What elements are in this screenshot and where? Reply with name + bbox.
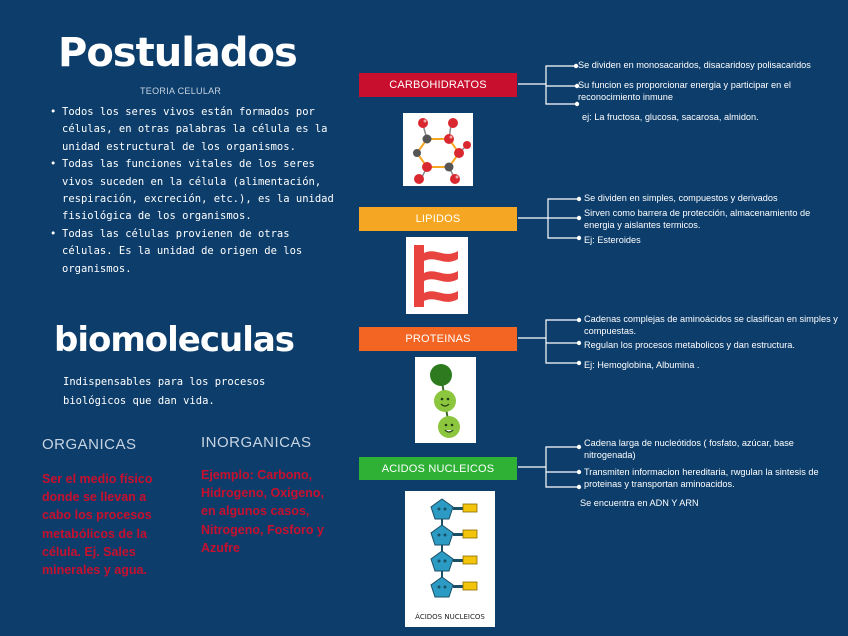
connector-dot [577, 445, 581, 449]
postulado-item: • Todos los seres vivos están formados por células, en otras palabras la célula es la unidad estructural de los organismos. [48, 104, 338, 156]
acidos-nucleicos-caption: ÁCIDOS NUCLEICOS [415, 613, 485, 621]
acidos-nucleicos-label: ACIDOS NUCLEICOS [381, 462, 495, 475]
carbohidratos-note-2: Su funcion es proporcionar energia y participar en el reconocimiento inmune [578, 80, 791, 102]
protein-chain-icon [415, 357, 476, 443]
biomoleculas-title: biomoleculas [54, 320, 295, 360]
connector-dot [577, 485, 581, 489]
postulado-item: • Todas las células provienen de otras células. Es la unidad de origen de los organismos. [48, 226, 338, 278]
connector-acidos [518, 447, 578, 487]
connector-dot [577, 361, 581, 365]
proteina-image [415, 357, 476, 443]
proteinas-note-3: Ej: Hemoglobina, Albumina . [584, 360, 700, 370]
proteinas-box [359, 327, 517, 351]
acidos-note-1: Cadena larga de nucleótidos ( fosfato, azúcar, base nitrogenada) [584, 438, 794, 460]
carbohidratos-note-1: Se dividen en monosacaridos, disacaridosy polisacaridos [578, 60, 811, 70]
acidos-nucleicos-box [359, 457, 517, 480]
connector-proteinas [518, 320, 578, 363]
connector-dot [577, 236, 581, 240]
postulados-title: Postulados [58, 30, 297, 76]
biomoleculas-description: Indispensables para los procesos biológicos que dan vida. [63, 376, 266, 407]
organicas-heading: ORGANICAS [42, 436, 137, 453]
carbohidrato-molecule-image [403, 113, 473, 186]
connector-dot [577, 470, 581, 474]
lipidos-label: LIPIDOS [415, 213, 461, 225]
connector-dot [577, 341, 581, 345]
proteinas-note-1: Cadenas complejas de aminoácidos se clasifican en simples y compuestas. [584, 314, 838, 336]
proteinas-label: PROTEINAS [405, 333, 471, 345]
postulado-item: • Todas las funciones vitales de los seres vivos suceden en la célula (alimentación, respiración, excreción, etc.), es la unidad fisiológica de los organismos. [48, 156, 338, 226]
connector-dot [577, 318, 581, 322]
connector-lipidos [518, 199, 578, 238]
organicas-text: Ser el medio físico donde se llevan a cabo los procesos metabólicos de la célula. Ej. Sales minerales y agua. [42, 472, 153, 578]
carbohidratos-box [359, 73, 517, 97]
lipid-icon [406, 237, 468, 314]
connector-dot [577, 197, 581, 201]
inorganicas-heading: INORGANICAS [201, 434, 312, 451]
connector-carbohidratos [518, 66, 576, 104]
teoria-celular-subtitle: TEORIA CELULAR [140, 86, 222, 96]
lipido-image [406, 237, 468, 314]
carbohidratos-note-3: ej: La fructosa, glucosa, sacarosa, almidon. [582, 112, 759, 122]
acidos-note-3: Se encuentra en ADN Y ARN [580, 498, 699, 508]
lipidos-note-3: Ej: Esteroides [584, 235, 641, 245]
acidos-nucleicos-image [405, 491, 495, 627]
inorganicas-text: Ejemplo: Carbono, Hidrogeno, Oxigeno, en algunos casos, Nitrogeno, Fosforo y Azufre [201, 468, 324, 555]
glucose-molecule-icon [403, 113, 473, 186]
lipidos-note-1: Se dividen en simples, compuestos y derivados [584, 193, 778, 203]
lipidos-note-2: Sirven como barrera de protección, almacenamiento de energia y aislantes termicos. [584, 208, 811, 230]
nucleotide-chain-icon [405, 491, 495, 611]
carbohidratos-label: CARBOHIDRATOS [389, 79, 487, 91]
proteinas-note-2: Regulan los procesos metabolicos y dan estructura. [584, 340, 795, 350]
acidos-note-2: Transmiten informacion hereditaria, rwgulan la sintesis de proteinas y transportan aminoacidos. [584, 467, 819, 489]
connector-dot [577, 216, 581, 220]
lipidos-box [359, 207, 517, 231]
